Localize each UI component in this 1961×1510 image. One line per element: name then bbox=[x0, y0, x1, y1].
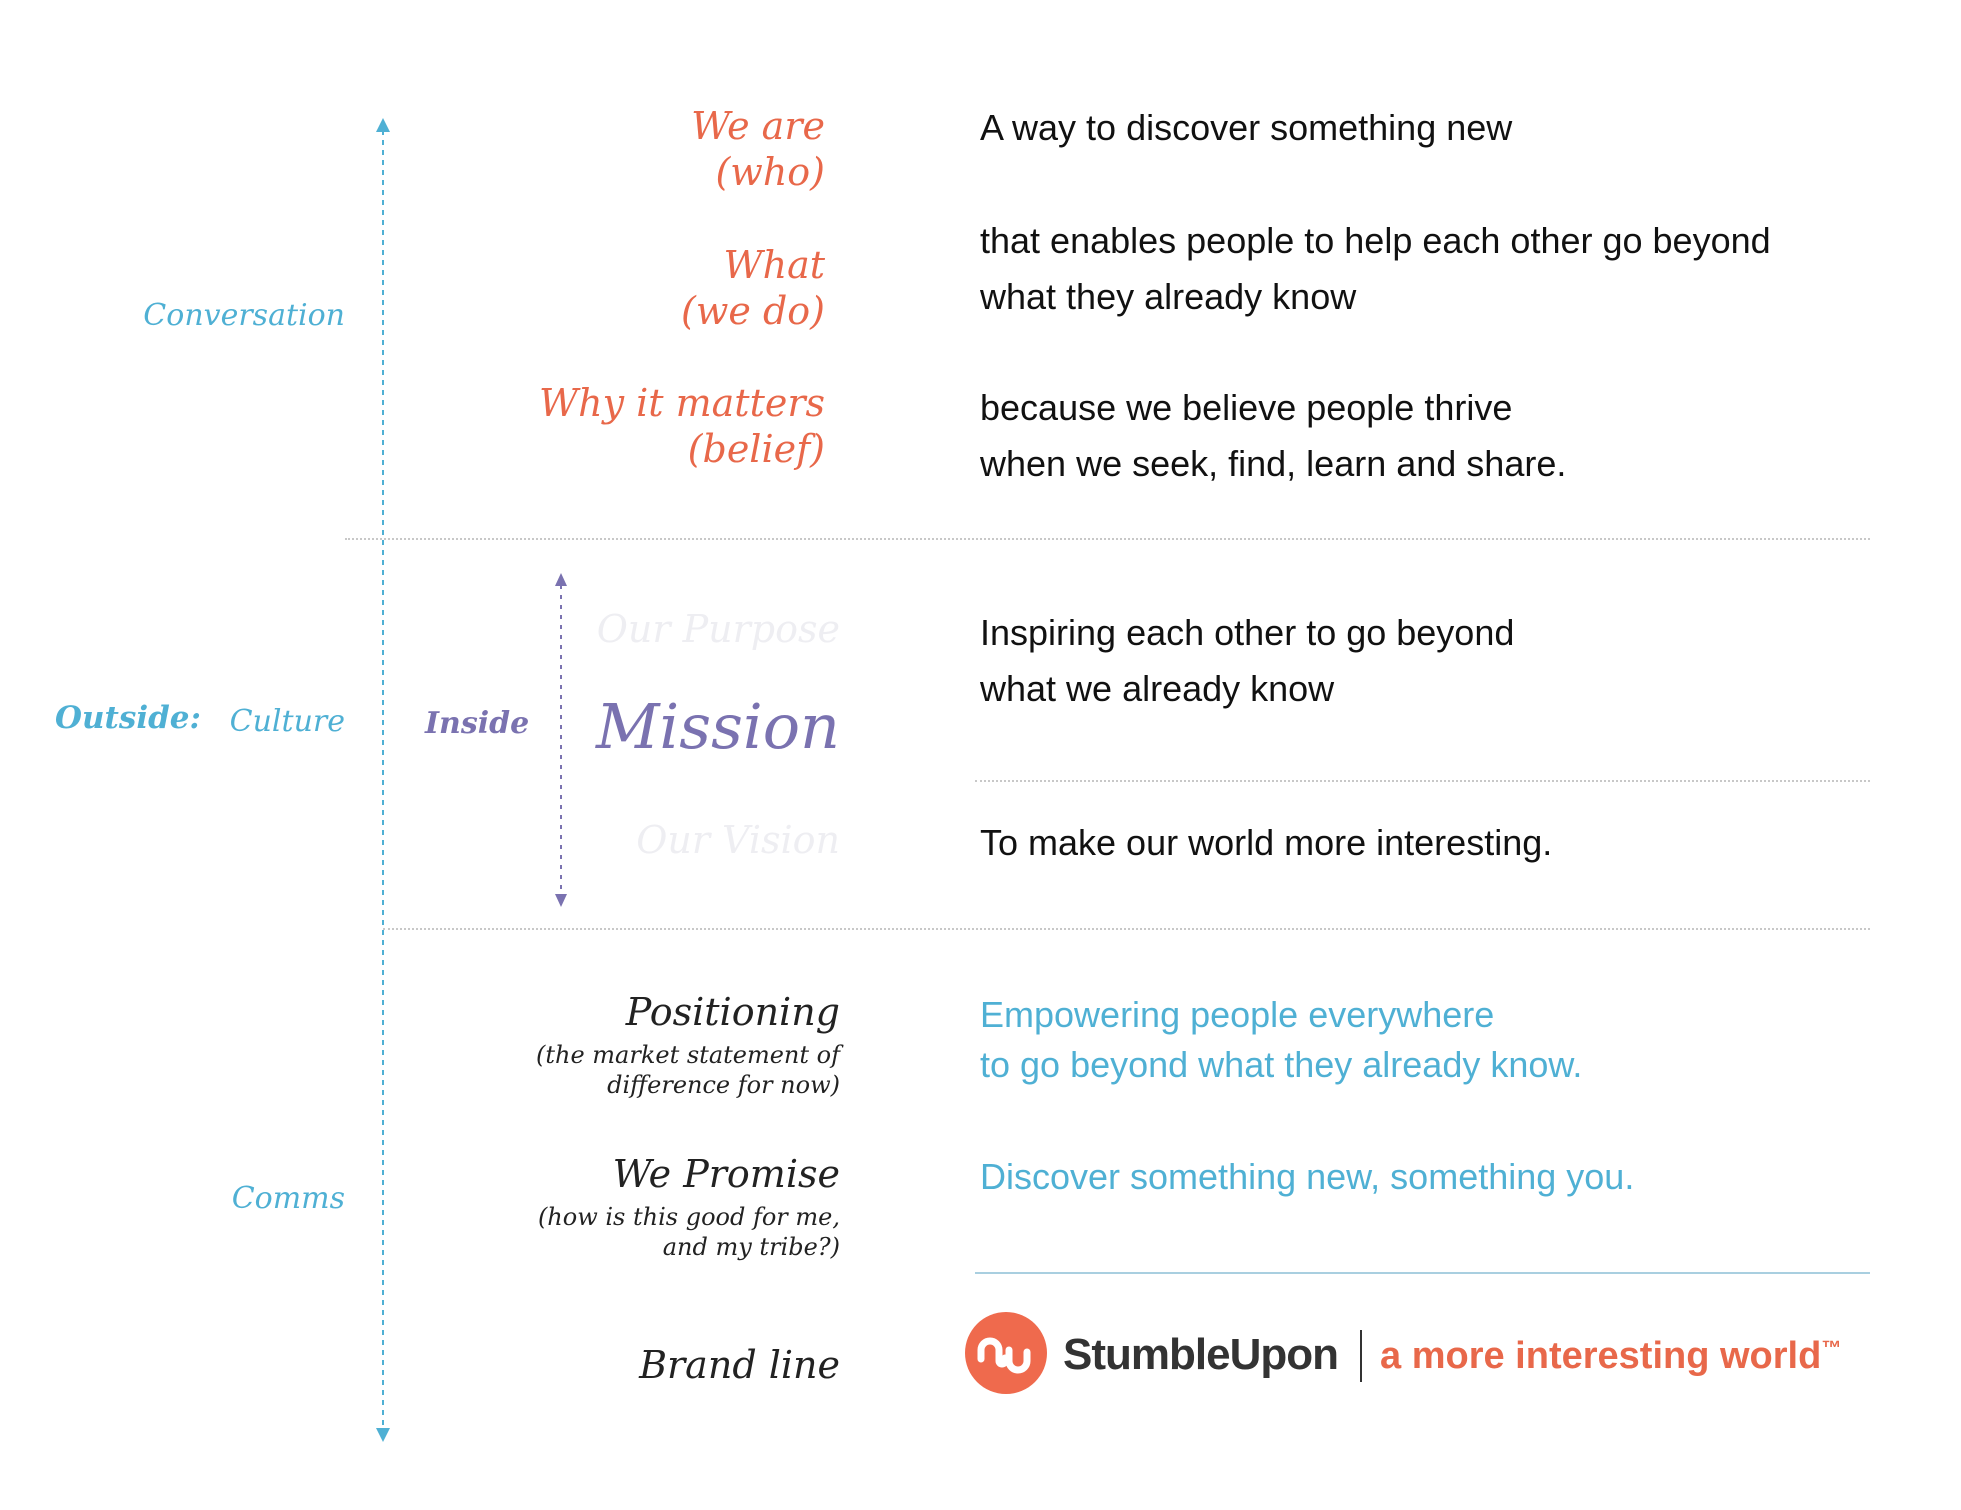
divider-conversation-culture bbox=[345, 538, 1870, 540]
we-are-question bbox=[405, 103, 825, 195]
stumbleupon-logo-icon bbox=[965, 1312, 1047, 1394]
brand-separator bbox=[1360, 1330, 1362, 1382]
culture-label: Culture bbox=[229, 704, 345, 739]
promise-title: We Promise bbox=[612, 1152, 840, 1196]
outside-label: Outside: bbox=[55, 700, 201, 736]
our-purpose-ghost-label: Our Purpose bbox=[596, 607, 840, 651]
inside-axis-arrow-down bbox=[555, 894, 567, 907]
divider-culture-comms bbox=[383, 928, 1870, 930]
promise-sub-line-2: and my tribe?) bbox=[662, 1233, 840, 1261]
inside-axis-arrow-up bbox=[555, 573, 567, 586]
positioning-title: Positioning bbox=[625, 990, 840, 1034]
positioning-sub-line-2: difference for now) bbox=[607, 1071, 840, 1099]
divider-promise-brandline bbox=[975, 1272, 1870, 1274]
stumbleupon-wordmark: StumbleUpon bbox=[1063, 1330, 1338, 1379]
why-question bbox=[405, 380, 825, 472]
mission-answer-line-1: Inspiring each other to go beyond bbox=[980, 612, 1515, 653]
what-line: What bbox=[723, 243, 825, 287]
conversation-label: Conversation bbox=[143, 298, 345, 333]
comms-label: Comms bbox=[231, 1181, 345, 1216]
we-do-line: (we do) bbox=[681, 289, 825, 333]
trademark-symbol: ™ bbox=[1821, 1337, 1842, 1360]
belief-line: (belief) bbox=[687, 427, 825, 471]
why-answer-line-1: because we believe people thrive bbox=[980, 387, 1513, 428]
we-are-line: We are bbox=[691, 104, 825, 148]
promise-sub-line-1: (how is this good for me, bbox=[537, 1203, 840, 1231]
why-answer bbox=[980, 380, 1880, 492]
what-answer-line-1: that enables people to help each other go beyond bbox=[980, 220, 1771, 261]
positioning-sub-line-1: (the market statement of bbox=[536, 1041, 840, 1069]
promise-subtitle bbox=[420, 1202, 840, 1262]
positioning-subtitle bbox=[420, 1040, 840, 1100]
mission-answer bbox=[980, 605, 1880, 717]
positioning-answer-line-1: Empowering people everywhere bbox=[980, 994, 1495, 1035]
brand-line-title: Brand line bbox=[639, 1343, 840, 1387]
outside-axis-arrow-up bbox=[376, 118, 390, 132]
who-answer: A way to discover something new bbox=[980, 107, 1513, 148]
promise-answer: Discover something new, something you. bbox=[980, 1156, 1635, 1197]
brand-tagline bbox=[1380, 1335, 1841, 1378]
vision-answer: To make our world more interesting. bbox=[980, 822, 1553, 863]
brand-tagline-text: a more interesting world bbox=[1380, 1335, 1822, 1377]
what-answer-line-2: what they already know bbox=[980, 276, 1357, 317]
who-line: (who) bbox=[715, 150, 825, 194]
what-question bbox=[405, 242, 825, 334]
why-line: Why it matters bbox=[539, 381, 825, 425]
outside-axis-arrow-down bbox=[376, 1428, 390, 1442]
why-answer-line-2: when we seek, find, learn and share. bbox=[980, 443, 1567, 484]
our-vision-ghost-label: Our Vision bbox=[636, 818, 840, 862]
divider-mission-vision bbox=[975, 780, 1870, 782]
mission-title: Mission bbox=[595, 690, 840, 763]
positioning-answer-line-2: to go beyond what they already know. bbox=[980, 1044, 1583, 1085]
inside-label: Inside bbox=[425, 706, 530, 741]
what-answer bbox=[980, 213, 1880, 325]
positioning-answer bbox=[980, 990, 1880, 1090]
mission-answer-line-2: what we already know bbox=[980, 668, 1335, 709]
